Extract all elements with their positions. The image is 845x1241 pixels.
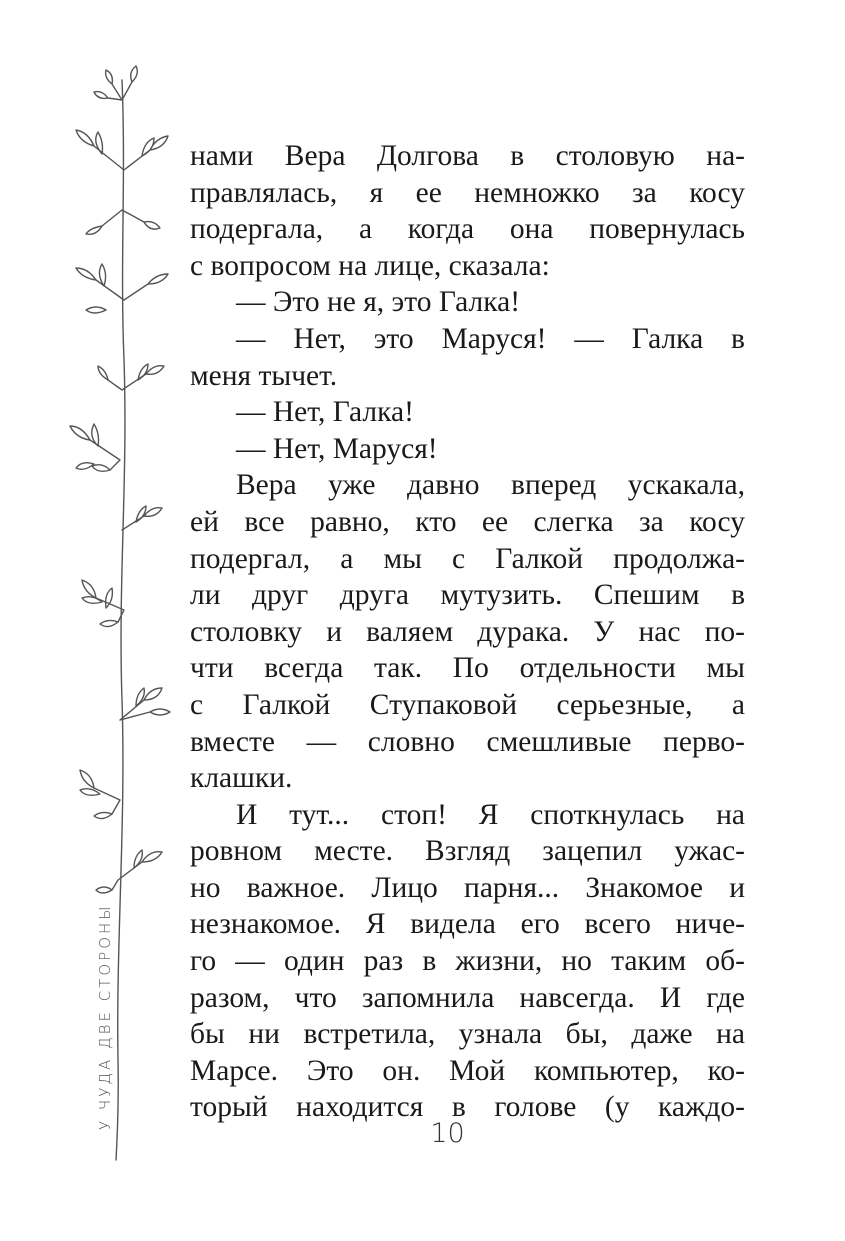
text-line: чти всегда так. По отдельности мы <box>190 652 745 685</box>
text-line: го — один раз в жизни, но таким об- <box>190 945 745 978</box>
text-line: — Нет, Маруся! <box>236 432 438 465</box>
text-line: — Нет, Галка! <box>236 396 414 429</box>
text-line: — Нет, это Маруся! — Галка в <box>236 322 745 355</box>
text-line: с Галкой Ступаковой серьезные, а <box>190 688 745 721</box>
text-line: подергал, а мы с Галкой продолжа- <box>190 542 745 575</box>
text-line: но важное. Лицо парня... Знакомое и <box>190 871 745 904</box>
text-line: ли друг друга мутузить. Спешим в <box>190 579 745 612</box>
text-line: — Это не я, это Галка! <box>236 286 521 319</box>
text-line: Марсе. Это он. Мой компьютер, ко- <box>190 1054 745 1087</box>
text-line: столовку и валяем дурака. У нас по- <box>190 615 745 648</box>
text-line: правлялась, я ее немножко за косу <box>190 176 745 209</box>
text-line: ровном месте. Взгляд зацепил ужас- <box>190 835 745 868</box>
text-line: меня тычет. <box>190 359 338 392</box>
page-number: 10 <box>430 1118 465 1149</box>
text-line: Вера уже давно вперед ускакала, <box>236 469 745 502</box>
text-line: вместе — словно смешливые перво- <box>190 725 745 758</box>
text-line: с вопросом на лице, сказала: <box>190 249 550 282</box>
text-line: клашки. <box>190 762 293 795</box>
text-line: нами Вера Долгова в столовую на- <box>190 140 745 172</box>
body-text <box>190 138 745 1126</box>
text-line: подергала, а когда она повернулась <box>190 213 745 246</box>
text-line: бы ни встретила, узнала бы, даже на <box>190 1018 745 1051</box>
running-title: У ЧУДА ДВЕ СТОРОНЫ <box>96 903 114 1130</box>
text-line: И тут... стоп! Я споткнулась на <box>236 798 745 831</box>
text-line: ей все равно, кто ее слегка за косу <box>190 505 745 538</box>
text-line: торый находится в голове (у каждо- <box>190 1091 745 1124</box>
text-line: разом, что запомнила навсегда. И где <box>190 981 745 1014</box>
text-line: незнакомое. Я видела его всего ниче- <box>190 908 745 941</box>
